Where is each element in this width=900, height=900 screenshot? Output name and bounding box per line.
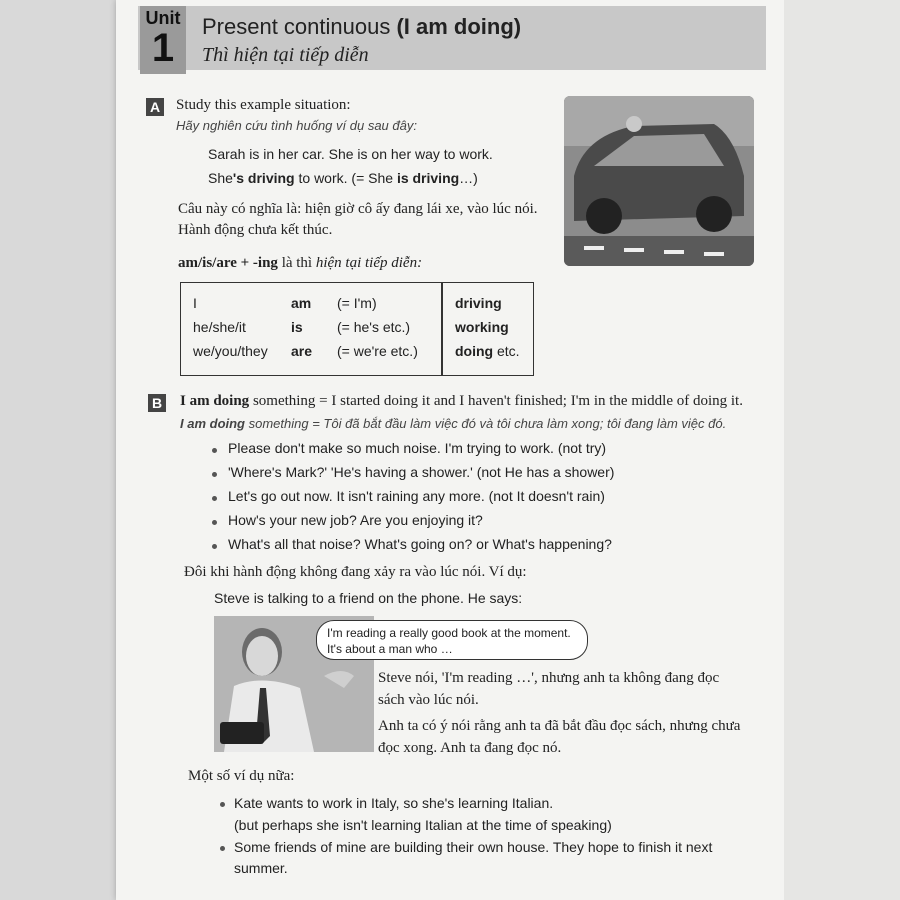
steve-note-1: Steve nói, 'I'm reading …', nhưng anh ta không đang đọc [378,670,720,686]
formula-italic: hiện tại tiếp diễn: [315,255,423,271]
line2-pre: She [208,170,233,186]
table-short-3: (= we're etc.) [337,343,418,359]
conjugation-table [180,282,534,376]
example-bullet-2: 'Where's Mark?' 'He's having a shower.' (not He has a shower) [228,464,615,480]
title-plain: Present continuous [202,14,397,39]
table-subject-1: I [193,295,197,311]
more-bullet-1-line-1: Kate wants to work in Italy, so she's learning Italian. [234,795,554,811]
example-line-2 [208,170,478,186]
example-bullet-4: How's your new job? Are you enjoying it? [228,512,483,528]
steve-intro: Steve is talking to a friend on the phone. He says: [214,590,523,606]
steve-note-4: đọc xong. Anh ta đang đọc nó. [378,740,562,756]
speech-bubble [316,620,588,660]
more-bullet-1-line-2: (but perhaps she isn't learning Italian at the time of speaking) [234,817,612,833]
meaning-line-1: Câu này có nghĩa là: hiện giờ cô ấy đang lái xe, vào lúc nói. [178,201,538,217]
steve-note-2: sách vào lúc nói. [378,692,479,708]
more-bullet-2-line-2: summer. [234,860,288,876]
sometimes-line: Đôi khi hành động không đang xảy ra vào lúc nói. Ví dụ: [184,564,527,580]
section-b-definition-vi [180,416,726,431]
formula-mid: là thì [277,255,316,271]
def-vi-rest: something = Tôi đã bắt đầu làm việc đó và tôi chưa làm xong; tôi đang làm việc đó. [245,416,727,431]
section-a-intro-vi: Hãy nghiên cứu tình huống ví dụ sau đây: [176,118,417,133]
more-examples-heading: Một số ví dụ nữa: [188,768,295,784]
bullet-dot [212,448,217,453]
bullet-dot [212,520,217,525]
bullet-dot [212,544,217,549]
example-bullet-1: Please don't make so much noise. I'm trying to work. (not try) [228,440,607,456]
table-ing-3-bold: doing [455,343,494,359]
car-illustration [564,96,754,266]
table-verb-1: am [291,295,312,311]
table-subject-3: we/you/they [193,343,268,359]
def-rest: something = I started doing it and I haven't finished; I'm in the middle of doing it. [249,393,743,409]
table-subject-2: he/she/it [193,319,246,335]
unit-title [202,14,521,40]
bubble-line-2: It's about a man who … [327,642,453,656]
line2-mid: to work. (= She [294,170,397,186]
steve-note-3: Anh ta có ý nói rằng anh ta đã bắt đầu đọc sách, nhưng chưa [378,718,741,734]
meaning-line-2: Hành động chưa kết thúc. [178,222,333,238]
bullet-dot [220,846,225,851]
more-bullet-2-line-1: Some friends of mine are building their own house. They hope to finish it next [234,839,713,855]
example-bullet-3: Let's go out now. It isn't raining any more. (not It doesn't rain) [228,488,605,504]
line2-bold-1: 's driving [232,170,295,186]
bubble-line-1: I'm reading a really good book at the moment. [327,626,571,640]
section-a-label: A [146,98,164,116]
formula-line [178,255,422,272]
unit-subtitle: Thì hiện tại tiếp diễn [202,44,369,66]
unit-badge [140,6,186,74]
def-vi-bold: I am doing [180,416,245,431]
table-short-2: (= he's etc.) [337,319,411,335]
line2-bold-2: is driving [396,170,460,186]
table-ing-2: working [455,319,509,335]
table-verb-2: is [291,319,303,335]
table-ing-3 [455,343,520,359]
formula-bold: am/is/are + -ing [178,255,278,271]
table-divider [441,283,443,375]
example-bullet-5: What's all that noise? What's going on? or What's happening? [228,536,612,552]
table-ing-3-suffix: etc. [493,343,520,359]
section-b-label: B [148,394,166,412]
bullet-dot [220,802,225,807]
table-ing-1: driving [455,295,502,311]
next-page-edge [784,0,900,900]
example-line-1: Sarah is in her car. She is on her way to work. [208,146,493,162]
section-b-definition [180,393,743,410]
bullet-dot [212,472,217,477]
section-a-intro: Study this example situation: [176,97,351,113]
table-verb-3: are [291,343,313,359]
def-bold: I am doing [180,393,250,409]
unit-number: 1 [151,26,175,70]
title-bold: (I am doing) [396,14,522,39]
bullet-dot [212,496,217,501]
unit-word: Unit [145,8,181,28]
line2-post: …) [459,170,478,186]
table-short-1: (= I'm) [337,295,377,311]
